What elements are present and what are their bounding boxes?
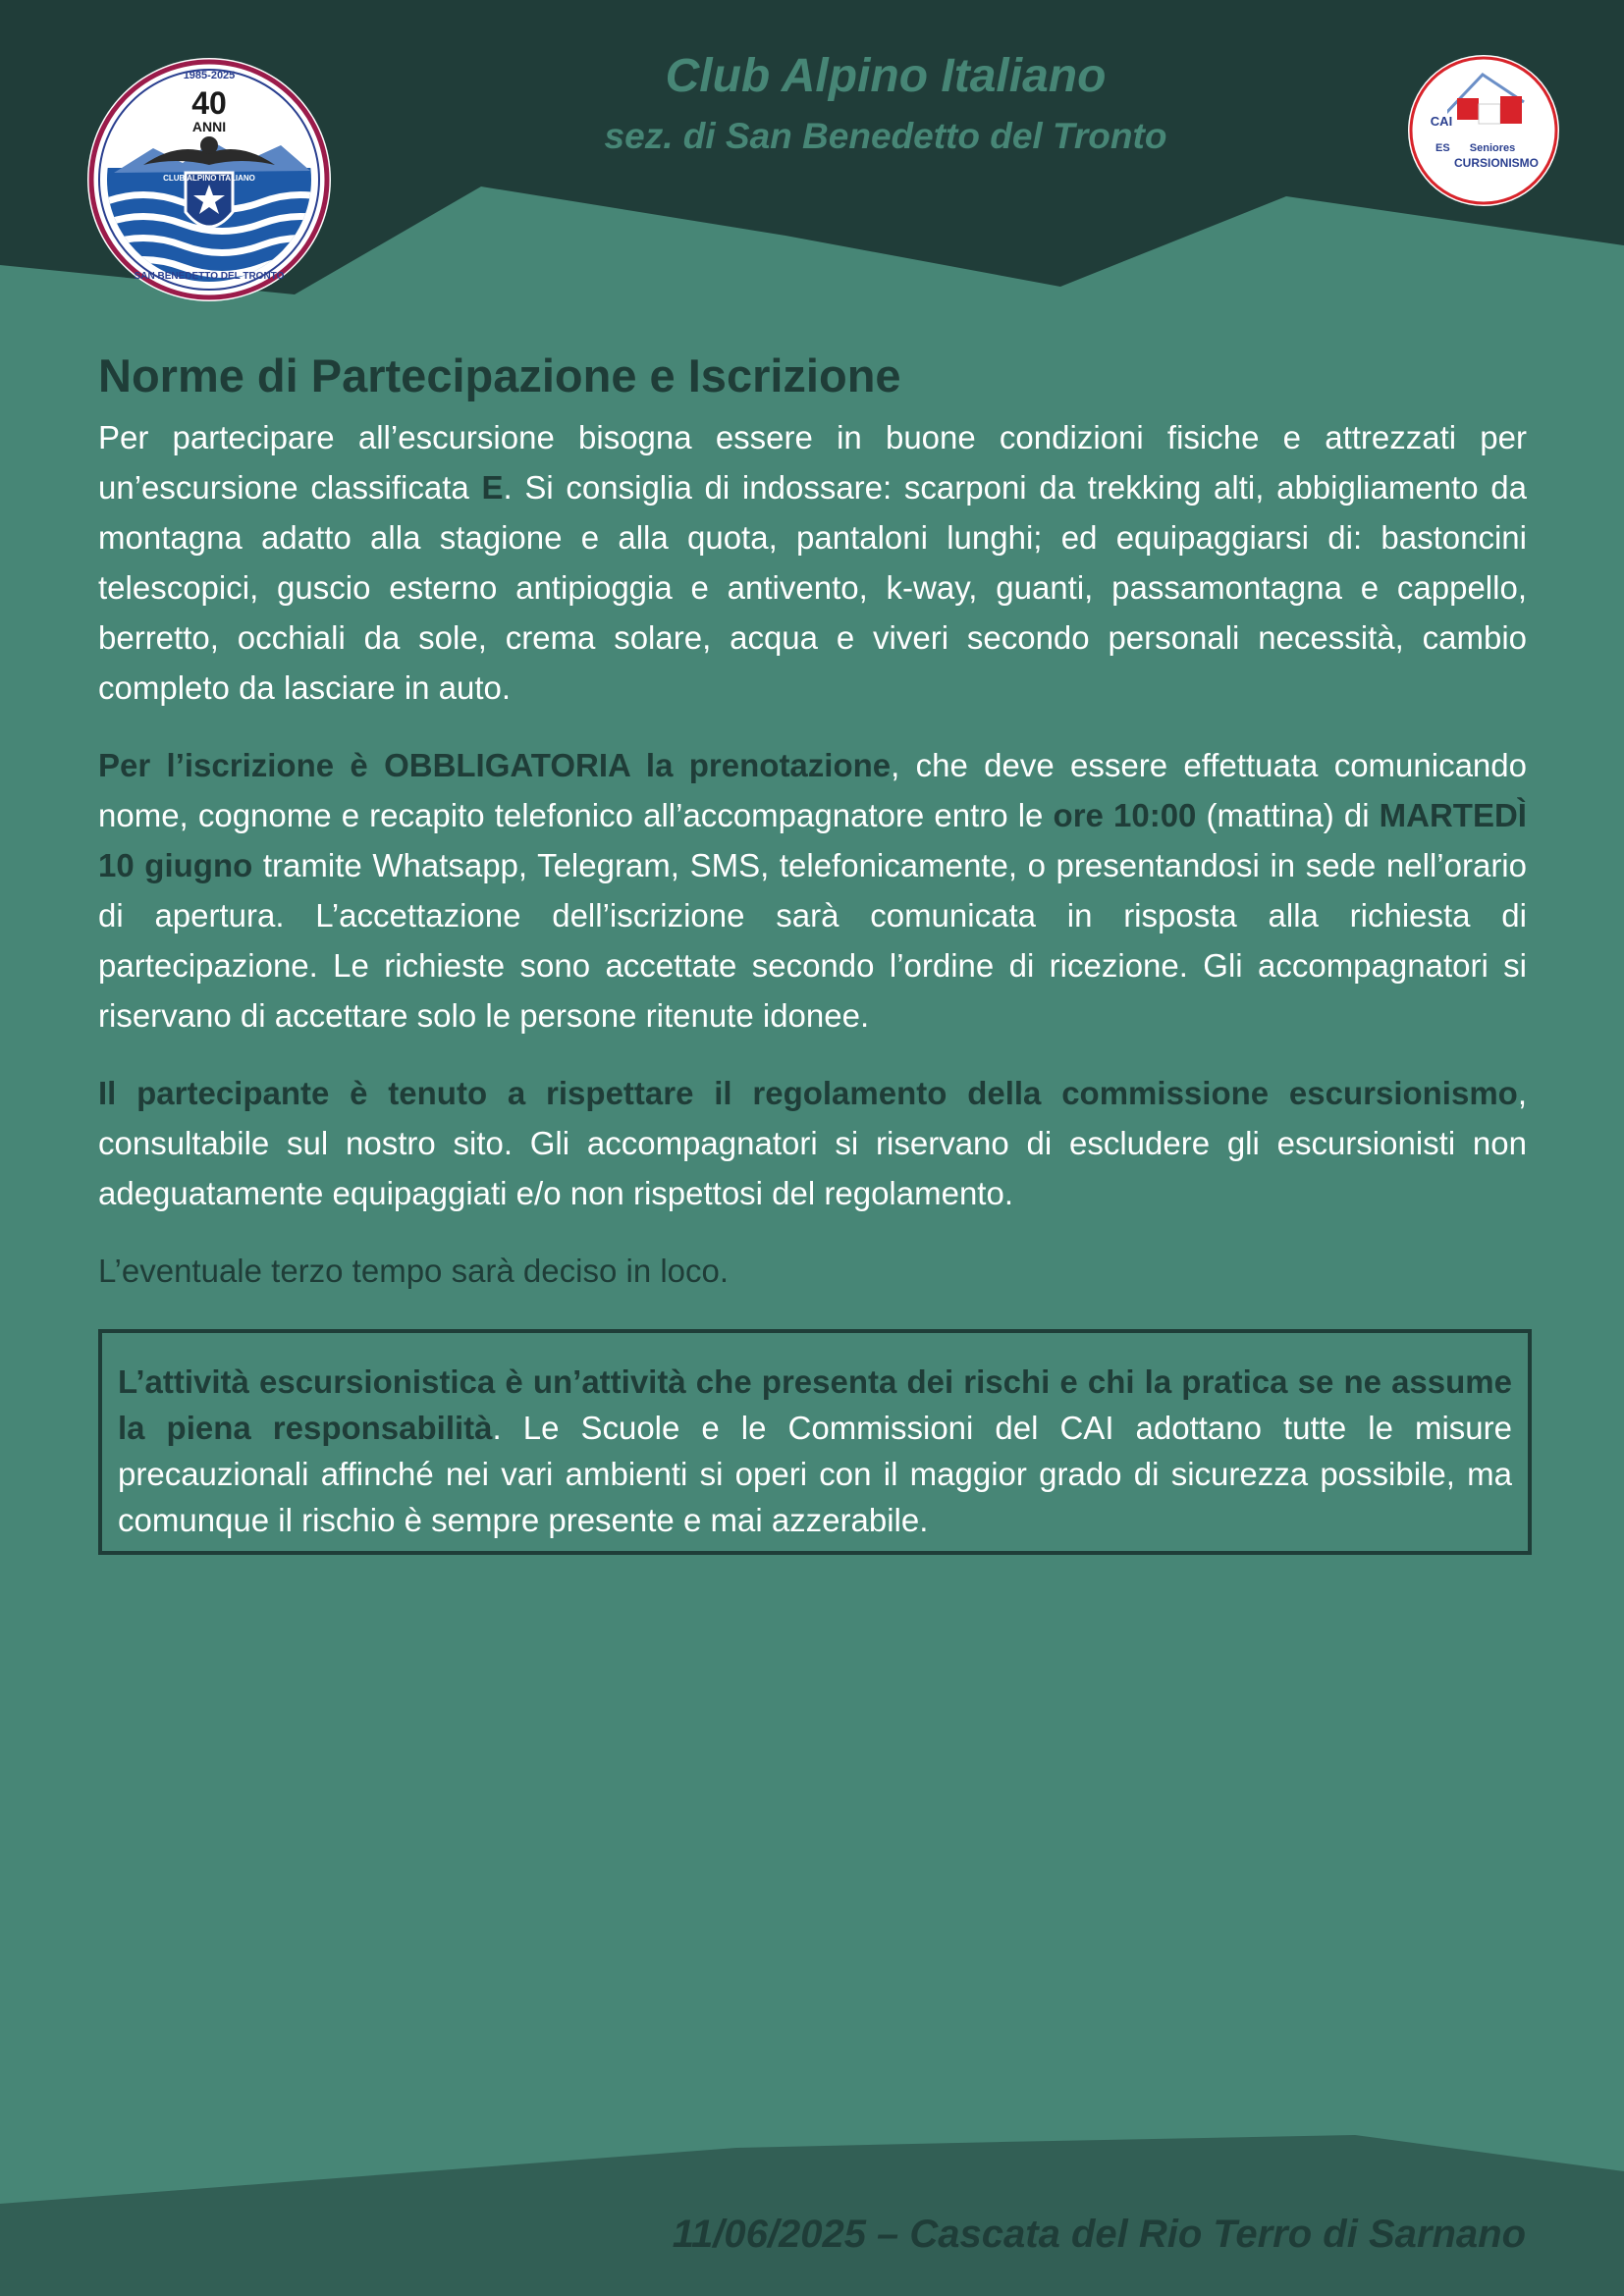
logo-cai: CAI	[1430, 114, 1453, 129]
logo-seniores: Seniores	[1469, 142, 1516, 154]
paragraph-regulation	[98, 1068, 1527, 1218]
logo-bottom-text: SAN BENEDETTO DEL TRONTO	[134, 271, 285, 282]
logo-anni: ANNI	[191, 119, 227, 134]
risk-notice-text: . Le Scuole e le Commissioni del CAI adottano tutte le misure precauzionali affinché nei vari ambienti si operi con il maggior grado di sicurezza possibile, ma comunque il rischio è sempre presente e mai azzerabile.	[118, 1410, 1512, 1538]
risk-notice-box	[98, 1329, 1532, 1555]
logo-cursionismo: CURSIONISMO	[1453, 156, 1540, 170]
paragraph-registration	[98, 740, 1527, 1041]
paragraph-third-time: L’eventuale terzo tempo sarà deciso in loco.	[98, 1253, 730, 1289]
p2-text-d: (mattina) di	[1196, 797, 1380, 833]
paragraph-equipment	[98, 412, 1527, 713]
risk-notice-bold: L’attività escursionistica è un’attività che presenta dei rischi e chi la pratica se ne assume la piena responsabilità	[118, 1363, 1512, 1446]
p2-text-b: , che deve essere effettuata comunicando nome, cognome e recapito telefonico all’accompagnatore entro le	[98, 747, 1527, 833]
deadline-date: MARTEDÌ 10 giugno	[98, 797, 1527, 883]
p1-text-a: Per partecipare all’escursione bisogna essere in buone condizioni fisiche e attrezzati per un’escursione classificata	[98, 419, 1527, 506]
regulation-notice: Il partecipante è tenuto a rispettare il regolamento della commissione escursionismo	[98, 1075, 1518, 1111]
club-subtitle: sez. di San Benedetto del Tronto	[604, 116, 1167, 156]
club-title: Club Alpino Italiano	[665, 50, 1107, 102]
p1-text-c: . Si consiglia di indossare: scarponi da trekking alti, abbigliamento da montagna adatto alla stagione e alla quota, pantaloni lunghi; ed equipaggiarsi di: bastoncini telescopici, guscio esterno antipioggia e antivento, k-way, guanti, passamontagna e cappello, berretto, occhiali da sole, crema solare, acqua e viveri secondo personali necessità, cambio completo da lasciare in auto.	[98, 469, 1527, 706]
logo-es: ES	[1435, 142, 1450, 154]
section-title: Norme di Partecipazione e Iscrizione	[98, 349, 901, 401]
logo-years: 1985-2025	[183, 70, 236, 81]
p2-text-f: tramite Whatsapp, Telegram, SMS, telefonicamente, o presentandosi in sede nell’orario di apertura. L’accettazione dell’iscrizione sarà comunicata in risposta alla richiesta di partecipazione. Le richieste sono accettate secondo l’ordine di ricezione. Gli accompagnatori si riservano di accettare solo le persone ritenute idonee.	[98, 847, 1527, 1034]
registration-mandatory: Per l’iscrizione è OBBLIGATORIA la prenotazione	[98, 747, 892, 783]
footer-event: 11/06/2025 – Cascata del Rio Terro di Sarnano	[672, 2213, 1526, 2256]
logo-ring-text: CLUB ALPINO ITALIANO	[163, 174, 255, 183]
deadline-time: ore 10:00	[1053, 797, 1197, 833]
p3-text-b: , consultabile sul nostro sito. Gli accompagnatori si riservano di escludere gli escursionisti non adeguatamente equipaggiati e/o non rispettosi del regolamento.	[98, 1075, 1527, 1211]
logo-number: 40	[191, 85, 227, 121]
main-content	[98, 348, 1527, 1323]
difficulty-grade: E	[481, 469, 504, 506]
